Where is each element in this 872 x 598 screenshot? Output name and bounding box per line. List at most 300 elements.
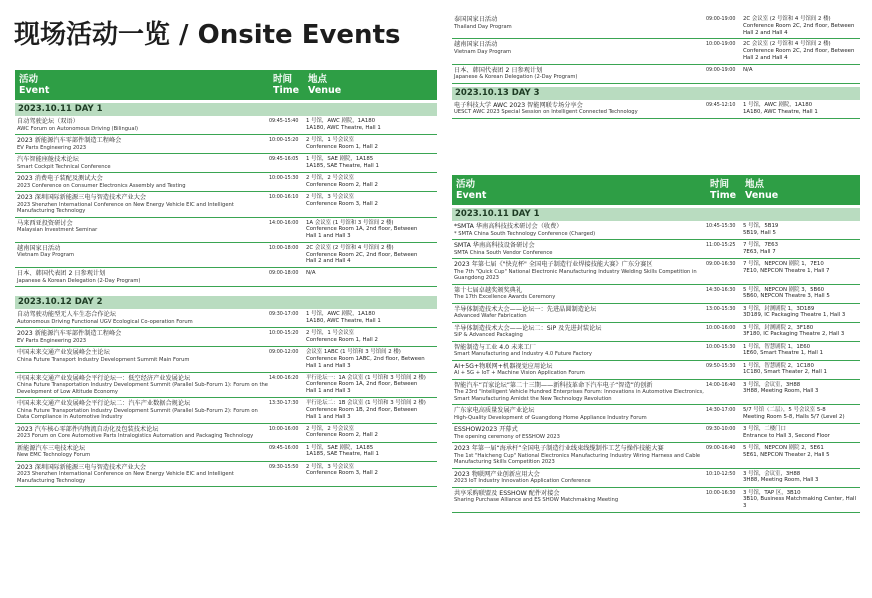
event-name-en: The opening ceremony of ESSHOW 2023 bbox=[454, 433, 560, 440]
event-name-en: China Future Transportation Industry Development Summit (Parallel Sub-Forum 1): Forum on the Development of Low Altitude Economy bbox=[17, 382, 268, 395]
table-row bbox=[452, 259, 860, 285]
time-cell: 09:50-15:30 bbox=[706, 363, 736, 369]
event-cell bbox=[452, 41, 706, 61]
event-name-zh: 2023 汽车核心零部件内物流自动化及包装技术论坛 bbox=[17, 425, 159, 433]
table-row bbox=[452, 361, 860, 380]
event-name-en: 2023 Conference on Consumer Electronics Assembly and Testing bbox=[17, 182, 186, 189]
time-cell: 09:00-16:40 bbox=[706, 446, 736, 451]
event-name-en: Japanese & Korean Delegation (2-Day Program) bbox=[454, 74, 578, 81]
event-cell bbox=[15, 375, 269, 396]
event-name-zh: 2023 消费电子装配及测试大会 bbox=[17, 175, 103, 182]
venue-line: Conference Room 1, Hall 2 bbox=[306, 337, 378, 344]
event-cell bbox=[452, 102, 706, 116]
venue-line: Conference Room 3, Hall 2 bbox=[306, 470, 378, 477]
header-venue bbox=[308, 70, 433, 100]
venue-cell bbox=[743, 41, 860, 61]
venue-line: 1 号馆，智慧剧院 2，1C180 bbox=[743, 362, 814, 369]
table-row bbox=[452, 405, 860, 424]
venue-cell bbox=[743, 287, 860, 301]
venue-cell bbox=[743, 426, 860, 440]
event-cell bbox=[452, 363, 706, 377]
venue-line: Hall 1 and Hall 3 bbox=[306, 362, 351, 369]
venue-line: 1A180, AWC Theatre, Hall 1 bbox=[306, 318, 381, 325]
event-name-en: Advanced Wafer Fabrication bbox=[454, 313, 527, 319]
venue-line: 2 号馆，2 号会议室 bbox=[306, 425, 355, 432]
venue-cell bbox=[306, 400, 437, 421]
event-name-zh: 泰国国家日活动 bbox=[454, 16, 498, 23]
event-name-zh: 2023 物联网产业创新应用大会 bbox=[454, 470, 540, 478]
venue-line: 1C180, Smart Theater 2, Hall 1 bbox=[743, 369, 827, 376]
venue-line: 1 号馆，AWC 剧院，1A180 bbox=[306, 118, 376, 124]
venue-cell bbox=[306, 118, 437, 132]
header-venue-en: Venue bbox=[745, 190, 779, 201]
venue-line: 1 号馆，AWC 剧院，1A180 bbox=[743, 101, 813, 108]
header-event-zh: 活动 bbox=[19, 74, 39, 85]
event-name-en: Japanese & Korean Delegation (2-Day Program) bbox=[17, 277, 141, 284]
venue-cell bbox=[306, 137, 437, 151]
time-cell: 14:30-17:00 bbox=[706, 408, 736, 413]
event-name-zh: 2023 新能源汽车零部件制造工程峰会 bbox=[17, 330, 122, 338]
event-cell bbox=[15, 330, 269, 344]
event-name-en: Vietnam Day Program bbox=[454, 48, 512, 55]
event-name-en: Malaysian Investment Seminar bbox=[17, 227, 98, 233]
event-cell bbox=[15, 137, 269, 151]
table-row bbox=[15, 116, 437, 135]
venue-cell bbox=[743, 490, 860, 510]
table-row bbox=[15, 218, 437, 243]
time-cell: 09:45-16:00 bbox=[269, 445, 299, 451]
event-name-zh: 2023 新能源汽车零部件制造工程峰会 bbox=[17, 137, 122, 144]
time-cell: 09:45-16:05 bbox=[269, 157, 299, 162]
venue-cell bbox=[743, 363, 860, 377]
table-row bbox=[452, 342, 860, 361]
table-row bbox=[15, 309, 437, 328]
venue-line: 1A 会议室 (1 号馆和 3 号馆间 2 楼) bbox=[306, 219, 394, 226]
venue-line: Hall 1 and Hall 3 bbox=[306, 388, 351, 395]
venue-cell bbox=[306, 464, 437, 485]
event-name-zh: 智能制造与工业 4.0 未来工厂 bbox=[454, 343, 536, 351]
table-row bbox=[15, 173, 437, 192]
table-row bbox=[452, 424, 860, 443]
event-name-en: China Future Transportation Industry Development Summit (Parallel Sub-Forum 2): Forum on Data Compliance in Automotive Industry bbox=[17, 407, 258, 421]
venue-line: 2 号馆，3 号会议室 bbox=[306, 463, 355, 470]
venue-line: 3H88, Meeting Room, Hall 3 bbox=[743, 388, 819, 395]
time-cell: 09:00-19:00 bbox=[706, 67, 736, 73]
left-schedule-table bbox=[15, 70, 437, 487]
event-name-en: 2023 Shenzhen International Conference on New Energy Vehicle EIC and Intelligent Manufacturing Technology bbox=[17, 471, 234, 484]
header-event-zh: 活动 bbox=[456, 179, 476, 190]
event-name-en: The 7th "Quick Cup" National Electronic Manufacturing Industry Welding Skills Competition in Guangdong 2023 bbox=[454, 268, 697, 281]
event-cell bbox=[452, 242, 706, 256]
venue-cell bbox=[306, 445, 437, 459]
venue-line: 2C 会议室 (2 号馆和 4 号馆间 2 楼) bbox=[306, 244, 394, 251]
event-name-zh: 越南国家日活动 bbox=[454, 41, 498, 49]
header-venue-zh: 地点 bbox=[308, 74, 328, 85]
time-cell: 10:10-12:50 bbox=[706, 471, 736, 477]
venue-line: 1 号馆，SAE 剧院，1A185 bbox=[306, 444, 374, 451]
table-row bbox=[15, 192, 437, 218]
time-cell: 10:00-15:30 bbox=[706, 344, 736, 350]
event-cell bbox=[452, 426, 706, 440]
venue-cell bbox=[743, 382, 860, 403]
time-cell: 09:00-18:00 bbox=[269, 271, 299, 277]
event-name-en: SMTA China South Vendor Conference bbox=[454, 249, 553, 256]
venue-line: Conference Room 1B, 2nd floor, Between bbox=[306, 406, 418, 413]
venue-line: 3 号馆，TAP 区，3B10 bbox=[743, 489, 801, 496]
table-row bbox=[452, 488, 860, 513]
event-cell bbox=[452, 490, 706, 510]
event-name-en: 2023 Forum on Core Automotive Parts Intralogistics Automation and Packaging Technology bbox=[17, 433, 254, 440]
header-time-en: Time bbox=[273, 85, 300, 96]
time-cell: 13:30-17:30 bbox=[269, 401, 299, 407]
page-title: 现场活动一览 / Onsite Events bbox=[14, 20, 401, 50]
venue-cell bbox=[743, 16, 860, 36]
day-bar: 2023.10.13 DAY 3 bbox=[452, 87, 860, 100]
event-cell bbox=[452, 407, 706, 421]
venue-cell bbox=[306, 330, 437, 344]
event-name-en: AWC Forum on Autonomous Driving (Bilingual) bbox=[17, 125, 138, 132]
venue-line: 1 号馆，智慧剧院 1，1E60 bbox=[743, 343, 811, 350]
venue-line: 3 号馆，封测剧院 2，3F180 bbox=[743, 324, 814, 331]
venue-cell bbox=[743, 344, 860, 358]
header-venue bbox=[745, 175, 856, 205]
time-cell: 10:00-18:00 bbox=[269, 245, 299, 251]
time-cell: 10:00-16:00 bbox=[269, 426, 299, 432]
time-cell: 14:30-16:30 bbox=[706, 287, 736, 293]
event-cell bbox=[15, 349, 269, 369]
header-venue-en: Venue bbox=[308, 85, 342, 96]
venue-line: Hall 2 and Hall 4 bbox=[743, 29, 788, 36]
venue-line: Conference Room 2C, 2nd floor, Between bbox=[743, 48, 855, 55]
table-row bbox=[15, 268, 437, 287]
venue-line: 3 号馆，封测剧院 1，3D189 bbox=[743, 305, 815, 312]
event-cell bbox=[452, 223, 706, 237]
event-cell bbox=[15, 194, 269, 215]
time-cell: 10:00-15:30 bbox=[269, 176, 299, 181]
table-row bbox=[452, 304, 860, 323]
header-time-zh: 时间 bbox=[710, 179, 730, 190]
time-cell: 13:00-15:30 bbox=[706, 306, 736, 312]
header-event bbox=[456, 175, 710, 205]
event-cell bbox=[15, 445, 269, 459]
event-cell bbox=[15, 175, 269, 189]
header-event bbox=[19, 70, 273, 100]
table-row bbox=[15, 154, 437, 173]
event-name-zh: 汽车智能座舱技术论坛 bbox=[17, 156, 79, 163]
venue-line: 3 号馆，二楼门口 bbox=[743, 426, 786, 432]
venue-cell bbox=[306, 270, 437, 284]
table-row bbox=[452, 443, 860, 469]
event-name-zh: SMTA 华南高科技设备研讨会 bbox=[454, 242, 535, 249]
time-cell: 10:00-15:20 bbox=[269, 331, 299, 337]
event-name-en: China Future Transport Industry Development Summit Main Forum bbox=[17, 356, 190, 363]
event-cell bbox=[15, 118, 269, 132]
venue-line: 3 号馆，会议室，3H88 bbox=[743, 470, 801, 477]
venue-line: Meeting Room 5-8, Halls 5/7 (Level 2) bbox=[743, 413, 845, 420]
venue-line: 2 号馆，3 号会议室 bbox=[306, 194, 355, 200]
venue-line: 3B10, Business Matchmaking Center, Hall 3 bbox=[743, 496, 856, 510]
header-venue-zh: 地点 bbox=[745, 179, 765, 190]
header-time-en: Time bbox=[710, 190, 737, 201]
table-row bbox=[452, 65, 860, 84]
table-row bbox=[15, 398, 437, 424]
time-cell: 09:30-10:00 bbox=[706, 427, 736, 432]
venue-line: 1 号馆，SAE 剧院，1A185 bbox=[306, 156, 374, 162]
table-row bbox=[15, 347, 437, 372]
event-cell bbox=[15, 426, 269, 440]
event-name-zh: 越南国家日活动 bbox=[17, 244, 61, 252]
event-name-zh: 马来西亚投资研讨会 bbox=[17, 219, 73, 227]
venue-line: Hall 1 and Hall 3 bbox=[306, 233, 351, 240]
venue-line: 1A180, AWC Theatre, Hall 1 bbox=[743, 108, 818, 115]
event-name-zh: 中国未来交通产业发展峰会平行论坛一：低空经济产业发展论坛 bbox=[17, 374, 191, 382]
venue-line: 2 号馆，1 号会议室 bbox=[306, 330, 355, 337]
event-name-zh: 智能汽车“百家论坛”第二十三期——新科技革命下汽车电子“智造”的创新 bbox=[454, 381, 653, 389]
venue-line: 5B60, NEPCON Theatre 3, Hall 5 bbox=[743, 293, 830, 300]
event-name-en: UESCT AWC 2023 Special Session on Intelligent Connected Technology bbox=[454, 109, 638, 116]
event-cell bbox=[452, 382, 706, 403]
event-cell bbox=[15, 156, 269, 170]
venue-line: Conference Room 1A, 2nd floor, Between bbox=[306, 381, 418, 388]
time-cell: 10:00-16:10 bbox=[269, 195, 299, 200]
event-name-en: The 17th Excellence Awards Ceremony bbox=[454, 294, 556, 300]
event-name-zh: 半导体制造技术大会——论坛一：先进晶圆制造论坛 bbox=[454, 305, 597, 313]
event-name-en: Sharing Purchase Alliance and ES SHOW Matchmaking Meeting bbox=[454, 497, 619, 503]
venue-cell bbox=[743, 445, 860, 466]
time-cell: 14:00-16:40 bbox=[706, 382, 736, 388]
venue-line: 平行论坛二：1B 会议室 (1 号馆和 3 号馆间 2 楼) bbox=[306, 400, 426, 407]
event-name-zh: 2023 深圳国际新能源三电与智造技术产业大会 bbox=[17, 463, 147, 471]
event-name-zh: 中国未来交通产业发展峰会平行论坛二：汽车产业数据合规论坛 bbox=[17, 400, 191, 408]
table-row bbox=[15, 443, 437, 462]
header-event-en: Event bbox=[456, 190, 487, 201]
event-name-zh: 日本、韩国代表团 2 日参观计划 bbox=[454, 66, 543, 74]
venue-line: 会议室 1ABC (1 号馆和 3 号馆间 2 楼) bbox=[306, 349, 401, 356]
venue-line: 7 号馆，7E63 bbox=[743, 242, 779, 248]
time-cell: 09:30-15:50 bbox=[269, 464, 299, 470]
time-cell: 09:00-12:00 bbox=[269, 350, 299, 356]
event-name-zh: 中国未来交通产业发展峰会主论坛 bbox=[17, 349, 110, 357]
event-name-zh: 自动驾驶论坛（双语） bbox=[17, 118, 79, 125]
venue-line: 5E61, NEPCON Theater 2, Hall 5 bbox=[743, 451, 830, 458]
event-name-zh: 日本、韩国代表团 2 日参观计划 bbox=[17, 270, 106, 278]
event-name-zh: 新能源汽车三电技术论坛 bbox=[17, 444, 86, 452]
table-row bbox=[15, 243, 437, 268]
event-name-en: 2023 Shenzhen International Conference on New Energy Vehicle EIC and Intelligent Manufacturing Technology bbox=[17, 201, 234, 214]
event-name-en: Smart Cockpit Technical Conference bbox=[17, 163, 111, 170]
venue-cell bbox=[306, 220, 437, 240]
table-row bbox=[452, 469, 860, 488]
venue-line: Entrance to Hall 3, Second Floor bbox=[743, 432, 830, 439]
event-name-zh: 电子科技大学 AWC 2023 智能网联专场分享会 bbox=[454, 101, 583, 109]
venue-cell bbox=[306, 156, 437, 170]
event-name-en: SiP & Advanced Packaging bbox=[454, 332, 523, 338]
event-cell bbox=[15, 464, 269, 485]
venue-line: Hall 2 and Hall 4 bbox=[306, 258, 351, 265]
venue-line: 7E63, Hall 7 bbox=[743, 248, 776, 255]
event-name-en: High-Quality Development of Guangdong Home Appliance Industry Forum bbox=[454, 414, 647, 421]
time-cell: 09:00-19:00 bbox=[706, 17, 736, 22]
table-row bbox=[452, 285, 860, 304]
venue-line: Conference Room 3, Hall 2 bbox=[306, 200, 378, 207]
event-name-en: Vietnam Day Program bbox=[17, 252, 75, 259]
time-cell: 09:45-15:40 bbox=[269, 119, 299, 124]
event-name-en: EV Parts Engineering 2023 bbox=[17, 144, 87, 151]
venue-line: 1A185, SAE Theatre, Hall 1 bbox=[306, 451, 379, 458]
venue-line: 3H88, Meeting Room, Hall 3 bbox=[743, 477, 819, 484]
event-cell bbox=[15, 311, 269, 325]
venue-line: Conference Room 2C, 2nd floor, Between bbox=[306, 251, 418, 258]
venue-cell bbox=[743, 261, 860, 282]
venue-cell bbox=[743, 306, 860, 320]
venue-line: 2C 会议室 (2 号馆和 4 号馆间 2 楼) bbox=[743, 16, 831, 22]
event-cell bbox=[452, 67, 706, 81]
day-bar: 2023.10.11 DAY 1 bbox=[15, 103, 437, 116]
event-cell bbox=[452, 344, 706, 358]
venue-line: 7 号馆，NEPCON 剧院 1，7E10 bbox=[743, 261, 824, 267]
event-name-zh: AI+5G+物联网+机器视觉应用论坛 bbox=[454, 362, 553, 370]
day-bar: 2023.10.12 DAY 2 bbox=[15, 296, 437, 309]
event-cell bbox=[452, 261, 706, 282]
venue-line: 1 号馆，AWC 剧院，1A180 bbox=[306, 311, 376, 318]
table-row bbox=[15, 373, 437, 399]
event-cell bbox=[452, 306, 706, 320]
event-name-en: The 1st "Haicheng Cup" National Electronics Manufacturing Industry Wiring Harness and Cable Manufacturing Skills Competition 2023 bbox=[454, 452, 701, 465]
venue-cell bbox=[306, 175, 437, 189]
venue-line: Conference Room 1, Hall 2 bbox=[306, 143, 378, 150]
event-name-zh: 自动驾驶功能型无人车生态合作论坛 bbox=[17, 311, 116, 319]
table-row bbox=[452, 100, 860, 119]
venue-cell bbox=[743, 471, 860, 485]
venue-cell bbox=[306, 349, 437, 369]
event-name-en: EV Parts Engineering 2023 bbox=[17, 337, 87, 344]
venue-cell bbox=[306, 245, 437, 265]
event-name-zh: *SMTA 华南高科技技术研讨会（收费） bbox=[454, 223, 563, 230]
event-name-en: New EMC Technology Forum bbox=[17, 452, 91, 459]
table-row bbox=[452, 380, 860, 406]
table-header bbox=[15, 70, 437, 100]
event-name-en: AI + 5G + IoT + Machine Vision Application Forum bbox=[454, 370, 585, 376]
venue-cell bbox=[306, 311, 437, 325]
event-name-en: * SMTA China South Technology Conference (Charged) bbox=[454, 230, 596, 237]
venue-cell bbox=[743, 407, 860, 421]
venue-cell bbox=[743, 67, 860, 81]
venue-line: Hall 2 and Hall 4 bbox=[743, 54, 788, 61]
header-time bbox=[273, 70, 308, 100]
event-name-zh: 广东家电高质量发展产业论坛 bbox=[454, 407, 535, 414]
right-bottom-schedule-table bbox=[452, 175, 860, 513]
venue-cell bbox=[306, 375, 437, 396]
venue-line: 5 号馆，NEPCON 剧院 2，5E61 bbox=[743, 445, 824, 451]
venue-line: 3D189, IC Packaging Theatre 1, Hall 3 bbox=[743, 312, 846, 319]
event-cell bbox=[15, 220, 269, 240]
venue-line: Conference Room 1A, 2nd floor, Between bbox=[306, 226, 418, 233]
event-cell bbox=[15, 270, 269, 284]
venue-line: 2 号馆，1 号会议室 bbox=[306, 137, 355, 143]
venue-line: Conference Room 2, Hall 2 bbox=[306, 181, 378, 188]
event-cell bbox=[452, 287, 706, 301]
event-name-en: The 23rd "Intelligent Vehicle Hundred Enterprises Forum: Innovations in Automotive Electronics, Smart Manufacturing Amidst the New Technology Revolution bbox=[454, 389, 704, 402]
table-row bbox=[15, 135, 437, 154]
header-time-zh: 时间 bbox=[273, 74, 293, 85]
venue-line: 5 号馆，NEPCON 剧院 3，5B60 bbox=[743, 286, 825, 293]
table-row bbox=[452, 39, 860, 64]
event-name-en: Autonomous Driving Functional UGV Ecological Co-operation Forum bbox=[17, 318, 193, 325]
venue-line: 5 号馆，5B19 bbox=[743, 223, 779, 229]
event-cell bbox=[15, 400, 269, 421]
header-event-en: Event bbox=[19, 85, 50, 96]
event-name-zh: 第十七届卓越奖颁奖典礼 bbox=[454, 286, 523, 294]
venue-cell bbox=[743, 242, 860, 256]
event-cell bbox=[452, 325, 706, 339]
event-cell bbox=[15, 245, 269, 265]
venue-line: Conference Room 2, Hall 2 bbox=[306, 432, 378, 439]
table-row bbox=[15, 462, 437, 488]
venue-line: 1E60, Smart Theatre 1, Hall 1 bbox=[743, 350, 824, 357]
venue-line: 2 号馆，2 号会议室 bbox=[306, 175, 355, 181]
event-name-zh: ESSHOW2023 开幕式 bbox=[454, 426, 518, 433]
time-cell: 10:45-15:30 bbox=[706, 224, 736, 229]
venue-line: 3F180, IC Packaging Theatre 2, Hall 3 bbox=[743, 331, 845, 338]
event-name-zh: 共享采购联盟及 ESSHOW 配件对接会 bbox=[454, 489, 560, 497]
venue-line: N/A bbox=[743, 66, 753, 73]
table-row bbox=[15, 328, 437, 347]
spacer bbox=[15, 287, 437, 293]
event-cell bbox=[452, 445, 706, 466]
time-cell: 10:00-15:20 bbox=[269, 138, 299, 143]
venue-line: Conference Room 2C, 2nd floor, Between bbox=[743, 22, 855, 29]
time-cell: 10:00-16:30 bbox=[706, 490, 736, 496]
event-name-en: Smart Manufacturing and Industry 4.0 Future Factory bbox=[454, 351, 592, 357]
day-bar: 2023.10.11 DAY 1 bbox=[452, 208, 860, 221]
venue-cell bbox=[743, 102, 860, 116]
table-row bbox=[15, 424, 437, 443]
venue-line: N/A bbox=[306, 270, 316, 277]
venue-line: 5B19, Hall 5 bbox=[743, 229, 776, 236]
venue-cell bbox=[743, 325, 860, 339]
table-row bbox=[452, 323, 860, 342]
time-cell: 10:00-19:00 bbox=[706, 42, 736, 48]
event-cell bbox=[452, 471, 706, 485]
event-name-en: Thailand Day Program bbox=[454, 23, 512, 30]
table-row bbox=[452, 240, 860, 259]
event-name-en: 2023 IoT Industry Innovation Application Conference bbox=[454, 478, 591, 484]
event-name-zh: 半导体制造技术大会——论坛二：SiP 及先进封装论坛 bbox=[454, 324, 602, 332]
time-cell: 11:00-15:25 bbox=[706, 243, 736, 248]
time-cell: 09:30-17:00 bbox=[269, 312, 299, 318]
table-row bbox=[452, 14, 860, 39]
event-cell bbox=[452, 16, 706, 36]
time-cell: 09:45-12:10 bbox=[706, 102, 736, 108]
time-cell: 10:00-16:00 bbox=[706, 325, 736, 331]
table-row bbox=[452, 221, 860, 240]
table-header bbox=[452, 175, 860, 205]
time-cell: 09:00-16:30 bbox=[706, 262, 736, 267]
event-name-zh: 2023 年第一届“海承杆”全国电子制造行业线束线缆制作工艺与操作技能大赛 bbox=[454, 445, 664, 452]
venue-line: 1A185, SAE Theatre, Hall 1 bbox=[306, 162, 379, 169]
venue-line: 平行论坛一：1A 会议室 (1 号馆和 3 号馆间 2 楼) bbox=[306, 374, 426, 381]
time-cell: 14:00-16:20 bbox=[269, 375, 299, 381]
event-name-zh: 2023 年第七届《"快克杯" 全国电子制造行业焊接技能大赛》广东分赛区 bbox=[454, 261, 653, 268]
venue-line: 5/7 号馆（二层），5 号会议室 5-8 bbox=[743, 407, 826, 413]
venue-line: 7E10, NEPCON Theatre 1, Hall 7 bbox=[743, 267, 830, 274]
venue-line: 1A180, AWC Theatre, Hall 1 bbox=[306, 124, 381, 131]
venue-line: 2C 会议室 (2 号馆和 4 号馆间 2 楼) bbox=[743, 41, 831, 48]
venue-line: Conference Room 1ABC, 2nd floor, Between bbox=[306, 356, 425, 363]
header-time bbox=[710, 175, 745, 205]
venue-cell bbox=[306, 426, 437, 440]
venue-line: 3 号馆，会议室，3H88 bbox=[743, 381, 801, 388]
